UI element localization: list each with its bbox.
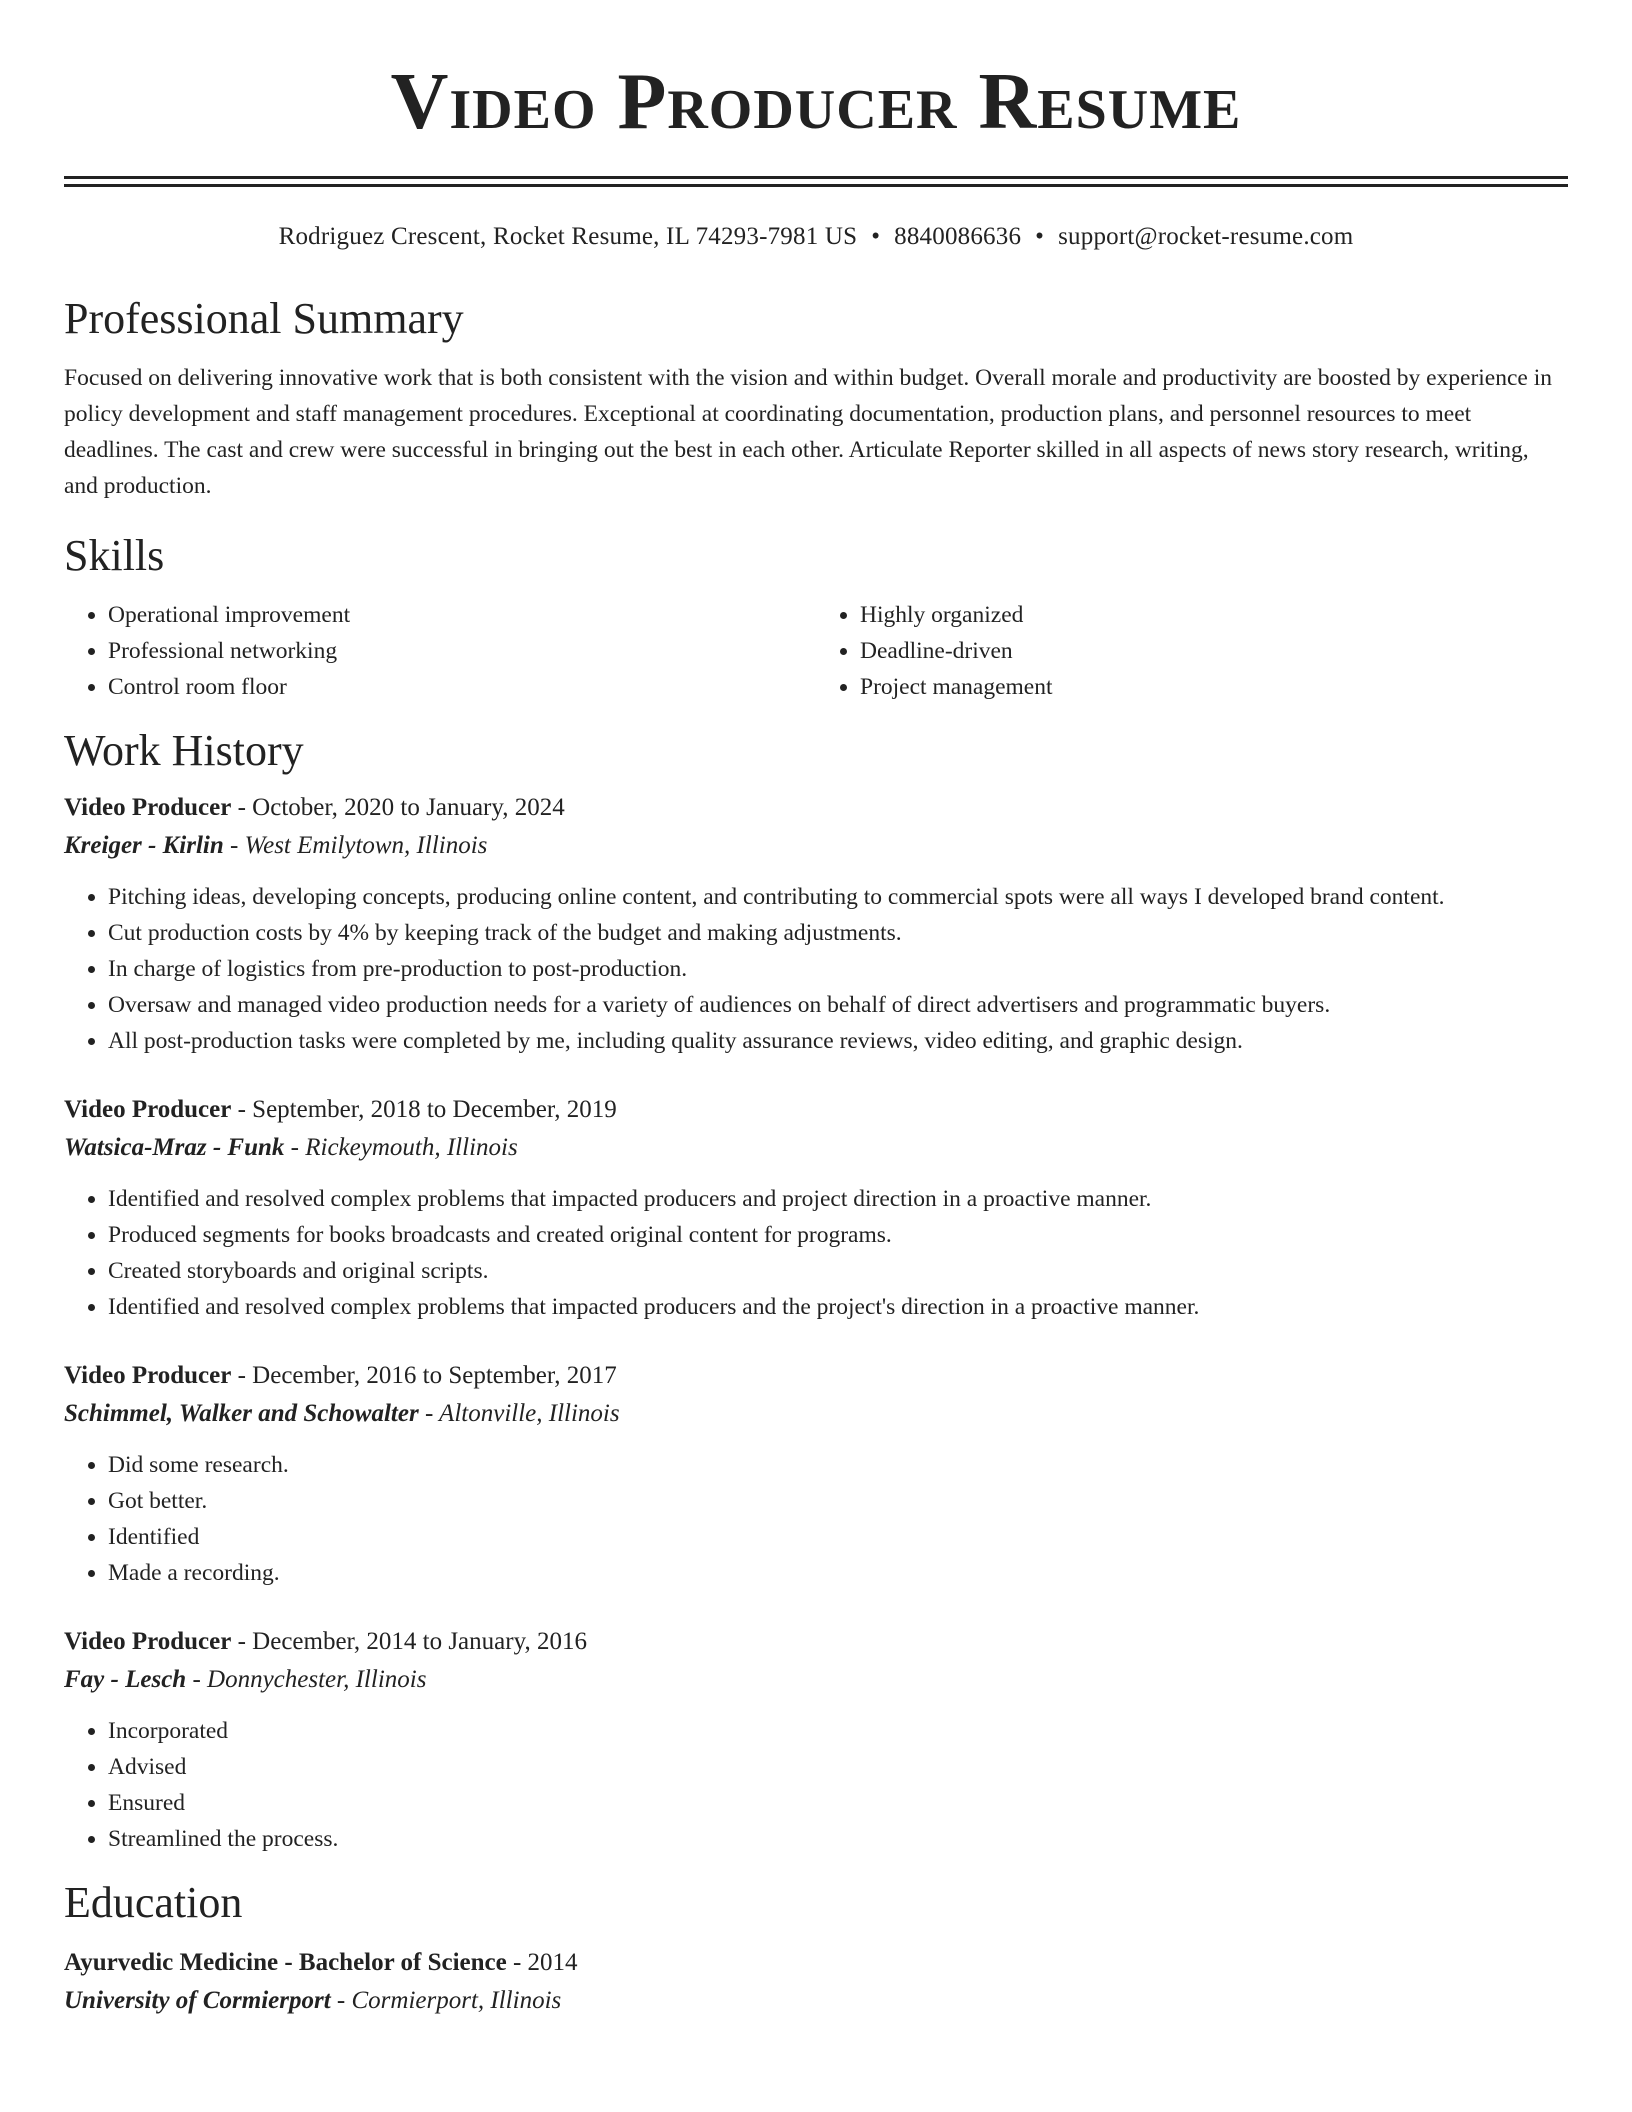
job-bullet: • Identified	[108, 1519, 1568, 1555]
education-entry	[64, 1944, 1568, 2020]
page-title: Video Producer Resume	[390, 58, 1242, 146]
job-bullet: • In charge of logistics from pre-production to post-production.	[108, 951, 1568, 987]
education-location: - Cormierport, Illinois	[330, 1987, 562, 2015]
job-bullets	[64, 1713, 1568, 1857]
title-divider	[64, 176, 1568, 187]
job-location: - Rickeymouth, Illinois	[284, 1134, 518, 1162]
job-bullets	[64, 1447, 1568, 1591]
skill-item: • Control room floor	[108, 669, 816, 705]
job-company: Watsica-Mraz - Funk	[64, 1134, 285, 1162]
job-bullet: • Advised	[108, 1749, 1568, 1785]
contact-email: support@rocket-resume.com	[1058, 223, 1354, 250]
education-degree: Ayurvedic Medicine - Bachelor of Science	[64, 1949, 507, 1977]
job-bullet: • Got better.	[108, 1483, 1568, 1519]
job-dates: - September, 2018 to December, 2019	[231, 1096, 617, 1124]
job-employer-line	[64, 1129, 1568, 1167]
section-heading-summary: Professional Summary	[64, 294, 464, 343]
job-bullet: • Ensured	[108, 1785, 1568, 1821]
contact-line	[64, 223, 1568, 251]
job-employer-line	[64, 1661, 1568, 1699]
job-company: Schimmel, Walker and Schowalter	[64, 1400, 419, 1428]
job-title-line	[64, 1091, 1568, 1129]
skill-item: • Highly organized	[860, 597, 1568, 633]
skills-column-left	[64, 597, 816, 705]
skill-item: • Deadline-driven	[860, 633, 1568, 669]
education-school-line	[64, 1982, 1568, 2020]
contact-phone: 8840086636	[894, 223, 1022, 250]
job-entry	[64, 789, 1568, 1059]
job-bullets	[64, 879, 1568, 1059]
job-location: - Donnychester, Illinois	[186, 1666, 427, 1694]
skills-column-right	[816, 597, 1568, 705]
job-entry	[64, 1623, 1568, 1857]
job-employer-line	[64, 827, 1568, 865]
section-heading-work-history: Work History	[64, 725, 304, 775]
job-bullets	[64, 1181, 1568, 1325]
job-location: - Altonville, Illinois	[418, 1400, 620, 1428]
section-heading-skills: Skills	[64, 530, 165, 580]
summary-text: Focused on delivering innovative work that is both consistent with the vision and within budget. Overall morale and productivity are boosted by experience in policy development and staff management procedures. Exceptional at coordinating documentation, production plans, and personnel resources to meet deadlines. The cast and crew were successful in bringing out the best in each other. Articulate Reporter skilled in all aspects of news story research, writing, and production.	[64, 364, 1553, 499]
job-dates: - December, 2014 to January, 2016	[231, 1628, 587, 1656]
job-bullet: • Cut production costs by 4% by keeping track of the budget and making adjustments.	[108, 915, 1568, 951]
job-bullet: • Produced segments for books broadcasts and created original content for programs.	[108, 1217, 1568, 1253]
section-heading-education: Education	[64, 1878, 243, 1928]
education-degree-line	[64, 1944, 1568, 1982]
job-bullet: • Oversaw and managed video production needs for a variety of audiences on behalf of direct advertisers and programmatic buyers.	[108, 987, 1568, 1023]
job-entry	[64, 1357, 1568, 1591]
skill-item: • Professional networking	[108, 633, 816, 669]
job-bullet: • Incorporated	[108, 1713, 1568, 1749]
job-dates: - October, 2020 to January, 2024	[231, 794, 565, 822]
contact-separator: •	[1035, 223, 1045, 250]
job-bullet: • All post-production tasks were completed by me, including quality assurance reviews, video editing, and graphic design.	[108, 1023, 1568, 1059]
skill-item: • Project management	[860, 669, 1568, 705]
job-location: - West Emilytown, Illinois	[223, 832, 488, 860]
job-bullet: • Identified and resolved complex problems that impacted producers and project direction in a proactive manner.	[108, 1181, 1568, 1217]
job-entry	[64, 1091, 1568, 1325]
contact-separator: •	[871, 223, 881, 250]
job-title: Video Producer	[64, 1362, 232, 1390]
job-employer-line	[64, 1395, 1568, 1433]
job-title-line	[64, 1357, 1568, 1395]
education-school: University of Cormierport	[64, 1987, 331, 2015]
job-title: Video Producer	[64, 1628, 232, 1656]
job-company: Fay - Lesch	[64, 1666, 187, 1694]
education-year: - 2014	[506, 1949, 578, 1977]
job-bullet: • Pitching ideas, developing concepts, producing online content, and contributing to commercial spots were all ways I developed brand content.	[108, 879, 1568, 915]
job-title-line	[64, 1623, 1568, 1661]
skills-list	[64, 597, 1568, 705]
job-title: Video Producer	[64, 794, 232, 822]
skill-item: • Operational improvement	[108, 597, 816, 633]
job-bullet: • Made a recording.	[108, 1555, 1568, 1591]
job-title: Video Producer	[64, 1096, 232, 1124]
job-bullet: • Created storyboards and original scripts.	[108, 1253, 1568, 1289]
job-bullet: • Streamlined the process.	[108, 1821, 1568, 1857]
job-bullet: • Identified and resolved complex problems that impacted producers and the project's direction in a proactive manner.	[108, 1289, 1568, 1325]
job-dates: - December, 2016 to September, 2017	[231, 1362, 617, 1390]
job-company: Kreiger - Kirlin	[64, 832, 224, 860]
job-title-line	[64, 789, 1568, 827]
job-bullet: • Did some research.	[108, 1447, 1568, 1483]
contact-address: Rodriguez Crescent, Rocket Resume, IL 74293-7981 US	[278, 223, 858, 250]
